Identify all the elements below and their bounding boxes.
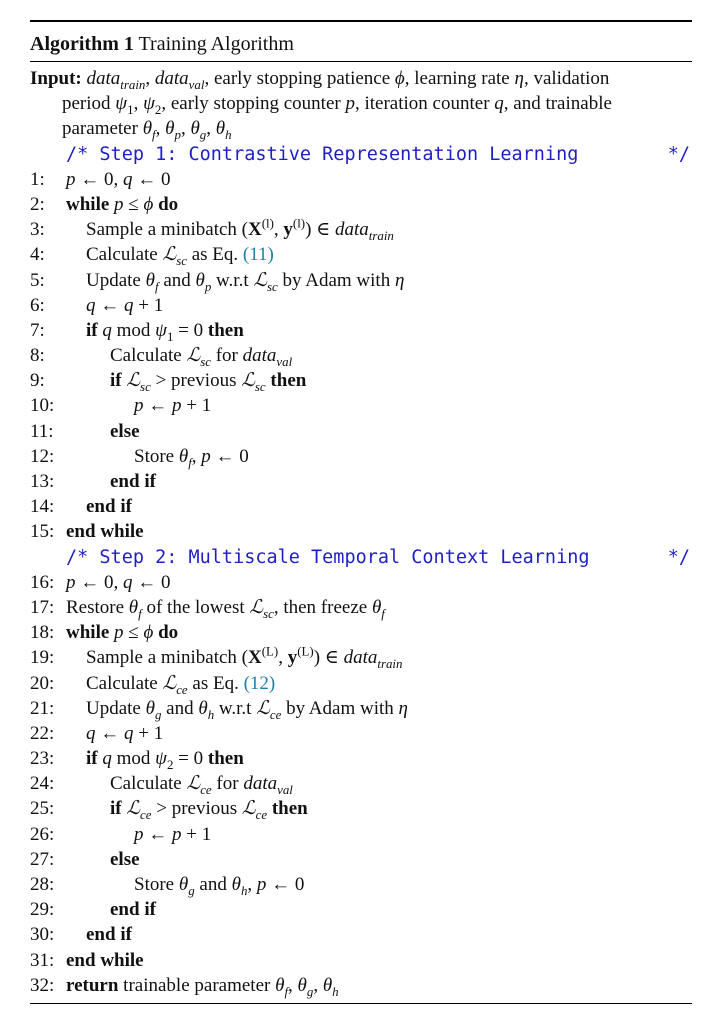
line-number: 26:	[30, 823, 55, 845]
line-number: 18:	[30, 622, 55, 644]
line-number: 9:	[30, 370, 45, 392]
line-number: 3:	[30, 219, 45, 241]
line-number: 20:	[30, 672, 55, 694]
line-number: 29:	[30, 899, 55, 921]
line-text: end if	[86, 496, 132, 518]
step2-comment-close: */	[667, 546, 690, 568]
algorithm-line	[30, 897, 692, 922]
algorithm-line	[30, 293, 692, 318]
line-number: 13:	[30, 471, 55, 493]
algorithm-lines	[30, 142, 692, 998]
line-text: if q mod $\psi_2 = 0$ then	[86, 748, 244, 772]
algorithm-name: Training Algorithm	[138, 33, 294, 55]
step1-comment-text: /* Step 1: Contrastive Representation Learning	[66, 143, 579, 165]
line-number: 15:	[30, 521, 55, 543]
line-number: 19:	[30, 647, 55, 669]
algorithm-line	[30, 469, 692, 494]
algorithm-line	[30, 419, 692, 444]
algorithm-line	[30, 192, 692, 217]
line-text: else	[110, 420, 140, 442]
algorithm-line	[30, 268, 692, 293]
algorithm-line	[30, 872, 692, 897]
algorithm-line	[30, 847, 692, 872]
line-number: 1:	[30, 168, 45, 190]
line-number: 25:	[30, 798, 55, 820]
line-text: if q mod $\psi_1 = 0$ then	[86, 319, 244, 344]
line-text: p ← p + 1	[134, 395, 212, 417]
step1-comment-close: */	[667, 143, 690, 165]
algorithm-line	[30, 217, 692, 242]
line-text: end while	[66, 949, 144, 971]
line-number: 2:	[30, 193, 45, 215]
line-text: Store $\theta_g$ and $\theta_h$, p ← 0	[134, 874, 305, 898]
line-text: Restore $\theta_f$ of the lowest ℒ$_{sc}$, then freeze $\theta_f$	[66, 596, 385, 621]
algorithm-line	[30, 645, 692, 670]
line-number: 4:	[30, 244, 45, 266]
line-text: Sample a minibatch ($X^{(L)}$, $y^{(L)}$) ∈ data$_{train}$	[86, 644, 403, 672]
line-text: p ← 0, q ← 0	[66, 571, 171, 593]
algorithm-line	[30, 746, 692, 771]
line-text: Calculate ℒ$_{sc}$ as Eq. (11)	[86, 244, 274, 269]
line-number: 23:	[30, 748, 55, 770]
step2-comment-text: /* Step 2: Multiscale Temporal Context Learning	[66, 546, 590, 568]
input-line-3: parameter $\theta_f$, $\theta_p$, $\theta_g$, $\theta_h$	[62, 118, 232, 143]
algorithm-line	[30, 570, 692, 595]
line-text: Calculate ℒ$_{sc}$ for data$_{val}$	[110, 345, 293, 369]
algorithm-line	[30, 595, 692, 620]
algorithm-line	[30, 620, 692, 645]
line-number: 27:	[30, 848, 55, 870]
line-number: 32:	[30, 974, 55, 996]
line-number: 6:	[30, 294, 45, 316]
line-number: 12:	[30, 445, 55, 467]
line-number: 16:	[30, 571, 55, 593]
line-text: q ← q + 1	[86, 722, 164, 744]
line-text: end if	[110, 471, 156, 493]
algorithm-title	[30, 22, 692, 61]
algorithm-line	[30, 343, 692, 368]
algorithm-line	[30, 822, 692, 847]
line-number: 30:	[30, 924, 55, 946]
line-text: Store $\theta_f$, p ← 0	[134, 445, 249, 470]
line-text: if ℒ$_{sc}$ > previous ℒ$_{sc}$ then	[110, 370, 307, 395]
line-text: else	[110, 848, 140, 870]
line-number: 21:	[30, 697, 55, 719]
line-text: return trainable parameter $\theta_f$, $\theta_g$, $\theta_h$	[66, 974, 339, 999]
line-text: if ℒ$_{ce}$ > previous ℒ$_{ce}$ then	[110, 798, 308, 823]
algorithm-line	[30, 242, 692, 267]
line-text: Sample a minibatch ($X^{(l)}$, $y^{(l)}$) ∈ data$_{train}$	[86, 215, 394, 243]
line-number: 14:	[30, 496, 55, 518]
line-number: 17:	[30, 596, 55, 618]
algorithm-line	[30, 696, 692, 721]
algorithm-line	[30, 671, 692, 696]
algorithm-line	[30, 519, 692, 544]
algorithm-label: Algorithm 1	[30, 33, 134, 55]
line-number: 28:	[30, 874, 55, 896]
line-text: Update $\theta_f$ and $\theta_p$ w.r.t ℒ$_{sc}$ by Adam with η	[86, 269, 405, 294]
line-number: 11:	[30, 420, 54, 442]
algorithm-line	[30, 922, 692, 947]
algorithm-line	[30, 973, 692, 998]
line-text: while p ≤ ϕ do	[66, 622, 179, 644]
algorithm-box	[30, 20, 692, 1004]
algorithm-line	[30, 393, 692, 418]
line-text: p ← 0, q ← 0	[66, 168, 171, 190]
line-number: 10:	[30, 395, 55, 417]
step1-comment	[30, 142, 692, 167]
line-number: 8:	[30, 345, 45, 367]
line-text: end if	[86, 924, 132, 946]
line-number: 7:	[30, 319, 45, 341]
line-number: 5:	[30, 269, 45, 291]
line-number: 22:	[30, 722, 55, 744]
bottom-rule	[30, 1003, 692, 1004]
line-text: end while	[66, 521, 144, 543]
algorithm-line	[30, 444, 692, 469]
input-keyword: Input:	[30, 68, 82, 89]
line-text: Calculate ℒ$_{ce}$ as Eq. (12)	[86, 672, 276, 697]
line-text: while p ≤ ϕ do	[66, 193, 179, 215]
algorithm-line	[30, 494, 692, 519]
line-number: 24:	[30, 773, 55, 795]
line-text: end if	[110, 899, 156, 921]
input-block	[30, 62, 692, 142]
line-text: Update $\theta_g$ and $\theta_h$ w.r.t ℒ$_{ce}$ by Adam with η	[86, 697, 408, 722]
algorithm-line	[30, 167, 692, 192]
line-text: q ← q + 1	[86, 294, 164, 316]
algorithm-line	[30, 771, 692, 796]
algorithm-line	[30, 368, 692, 393]
line-number: 31:	[30, 949, 55, 971]
step2-comment	[30, 545, 692, 570]
algorithm-line	[30, 948, 692, 973]
algorithm-line	[30, 796, 692, 821]
input-line-1: Input: data$_{train}$, data$_{val}$, early stopping patience ϕ, learning rate η, validation	[30, 68, 610, 92]
line-text: Calculate ℒ$_{ce}$ for data$_{val}$	[110, 773, 293, 798]
algorithm-line	[30, 721, 692, 746]
line-text: p ← p + 1	[134, 823, 212, 845]
algorithm-line	[30, 318, 692, 343]
input-line-2: period $\psi_1$, $\psi_2$, early stopping counter p, iteration counter q, and trainable	[62, 93, 612, 117]
